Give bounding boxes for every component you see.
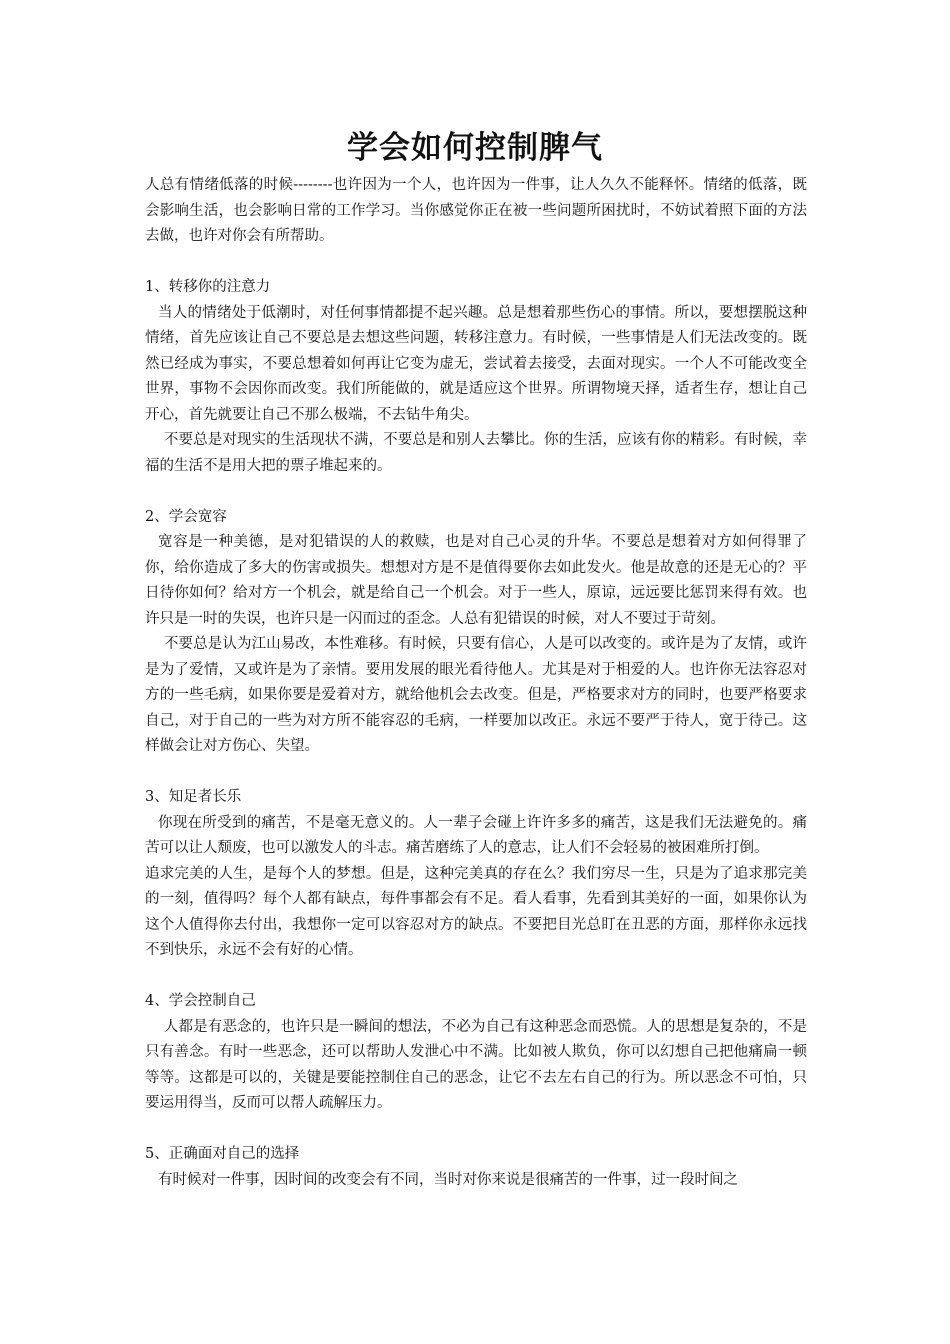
document-title: 学会如何控制脾气 <box>347 130 603 166</box>
section-heading-1: 1、转移你的注意力 <box>145 279 271 295</box>
section-heading-2: 2、学会宽容 <box>145 508 227 525</box>
section-5-paragraph-1: 有时候对一件事，因时间的改变会有不同，当时对你来说是很痛苦的一件事，过一段时间之 <box>158 1171 739 1188</box>
section-2-paragraph-2: 不要总是认为江山易改，本性难移。有时候，只要有信心，人是可以改变的。或许是为了友情，或许是为了爱情，又或许是为了亲情。要用发展的眼光看待他人。尤其是对于相爱的人。也许你无法容忍对方的一些毛病，如果你要是爱着对方，就给他机会去改变。但是，严格要求对方的同时，也要严格要求自己，对于自己的一些为对方所不能容忍的毛病，一样要加以改正。永远不要严于待人，宽于待己。这样做会让对方伤心、失望。 <box>145 636 807 754</box>
section-heading-4: 4、学会控制自己 <box>145 993 256 1009</box>
section-2-paragraph-1: 宽容是一种美德，是对犯错误的人的救赎，也是对自己心灵的升华。不要总是想着对方如何得罪了你，给你造成了多大的伤害或损失。想想对方是不是值得要你去如此发火。他是故意的还是无心的？平日待你如何？给对方一个机会，就是给自己一个机会。对于一些人，原谅，远远要比惩罚来得有效。也许只是一时的失误，也许只是一闪而过的歪念。人总有犯错误的时候，对人不要过于苛刻。 <box>145 534 807 627</box>
section-3-paragraph-1: 你现在所受到的痛苦，不是毫无意义的。人一辈子会碰上许许多多的痛苦，这是我们无法避免的。痛苦可以让人颓废，也可以激发人的斗志。痛苦磨练了人的意志，让人们不会轻易的被困难所打倒。 <box>145 814 807 856</box>
section-1-paragraph-1: 当人的情绪处于低潮时，对任何事情都提不起兴趣。总是想着那些伤心的事情。所以，要想摆脱这种情绪，首先应该让自己不要总是去想这些问题，转移注意力。有时候，一些事情是人们无法改变的。既然已经成为事实，不要总想着如何再让它变为虚无，尝试着去接受，去面对现实。一个人不可能改变全世界，事物不会因你而改变。我们所能做的，就是适应这个世界。所谓物境天择，适者生存，想让自己开心，首先就要让自己不那么极端，不去钻牛角尖。 <box>145 304 807 423</box>
section-heading-5: 5、正确面对自己的选择 <box>145 1146 300 1162</box>
section-4-paragraph-1: 人都是有恶念的，也许只是一瞬间的想法，不必为自己有这种恶念而恐慌。人的思想是复杂的，不是只有善念。有时一些恶念，还可以帮助人发泄心中不满。比如被人欺负，你可以幻想自己把他痛扁一顿等等。这都是可以的，关键是要能控制住自己的恶念，让它不去左右自己的行为。所以恶念不可怕，只要运用得当，反而可以帮人疏解压力。 <box>145 1018 807 1111</box>
intro-paragraph: 人总有情绪低落的时候--------也许因为一个人，也许因为一件事，让人久久不能释怀。情绪的低落，既会影响生活，也会影响日常的工作学习。当你感觉你正在被一些问题所困扰时，不妨试着照下面的方法去做，也许对你会有所帮助。 <box>145 177 807 244</box>
document-body <box>145 173 807 1193</box>
section-heading-3: 3、知足者长乐 <box>145 789 242 805</box>
section-3-paragraph-2: 追求完美的人生，是每个人的梦想。但是，这种完美真的存在么？我们穷尽一生，只是为了追求那完美的一刻，值得吗？每个人都有缺点，每件事都会有不足。看人看事，先看到其美好的一面，如果你认为这个人值得你去付出，我想你一定可以容忍对方的缺点。不要把目光总盯在丑恶的方面，那样你永远找不到快乐，永远不会有好的心情。 <box>145 865 807 958</box>
section-1-paragraph-2: 不要总是对现实的生活现状不满，不要总是和别人去攀比。你的生活，应该有你的精彩。有时候，幸福的生活不是用大把的票子堆起来的。 <box>145 432 807 474</box>
